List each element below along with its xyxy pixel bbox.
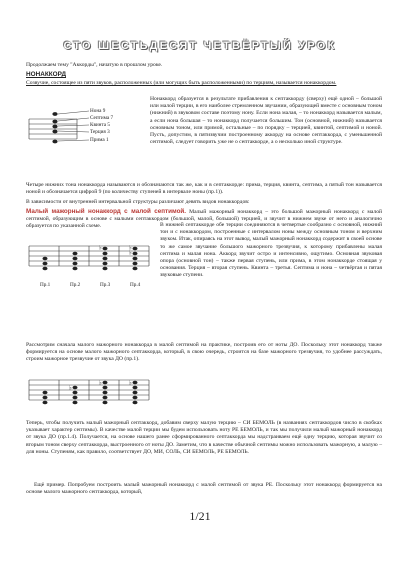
figure-2-staff xyxy=(27,232,152,288)
figure-1-label-septima: Септима 7 xyxy=(90,115,114,121)
figure-1-label-kvinta: Квинта 5 xyxy=(90,122,110,128)
paragraph-4: В нижней септаккорде обе терции соединяются в четвертые сообразно с основной, нижний тон и с нонаккордом, построенные с интервалом ноны между основным тоном и верхним звуком. Итак, опираясь на этот вывод, малый мажорный нонаккорд содержит в своей основе то же самое звучание большого мажорного трезвучия, к которому прибавлены малая септима и малая нона. Аккорд звучит остро и интенсивно, ощутимо. Основная звуковая опора (основной тон) – также первая ступень, или прима, в этом нонаккорде стоящая у основания. Терция – вторая ступень. Квинта – третья. Септима и нона – четвёртая и пятая звуковые ступени. xyxy=(160,222,382,279)
svg-text:♭: ♭ xyxy=(129,250,132,257)
svg-text:♭: ♭ xyxy=(99,245,102,252)
paragraph-3: В зависимости от внутренней интервальной структуры различают девять видов нонаккордов: xyxy=(26,199,250,205)
svg-text:♭: ♭ xyxy=(129,380,132,387)
svg-text:♭: ♭ xyxy=(69,385,72,392)
figure-2-label-3: Пр.3 xyxy=(100,282,111,288)
figure-3-staff xyxy=(27,370,152,418)
svg-text:♭: ♭ xyxy=(129,245,132,252)
definition-text: Созвучие, состоящее из пяти звуков, расположенных (или могущих быть расположенными) по терциям, называется нонаккордом. xyxy=(26,80,337,86)
svg-text:♭: ♭ xyxy=(99,380,102,387)
page-title: СТО ШЕСТЬДЕСЯТ ЧЕТВЁРТЫЙ УРОК xyxy=(63,40,337,52)
paragraph-5: Рассмотрим сначала малого мажорного нонаккорда в малой септимой на практике, построив его от ноты ДО. Поскольку этот нонаккорд также формируется на основе малого мажорного септаккорда, который, в свою очередь, строится на базе мажорного трезвучия, то удобнее рассуждать, строим мажорное трезвучие от звука ДО (пр.1). xyxy=(26,342,382,363)
paragraph-1: Нонаккорд образуется в результате прибавления к септаккорду (сверху) ещё одной – большой или малой терции, в его наиболее стремленном звучании, образующей вместе с основным тоном (нижний) в звуковом составе поэтому нону. Если нона малая, – то нонаккорд называется малым, а если нона большая – то нонаккорд получается большим. Тон (основной, нижний) называется основным тоном, или примой, остальные – по порядку – терцией, квинтой, септимой и ноной. Пусть, допустим, в пятизвучии построенному аккорду на основе септаккорда, с уменьшенной септимой, следует говорить уже не о септаккорде, а о несколько иной структуре. xyxy=(150,96,382,146)
paragraph-7: Ещё пример. Попробуем построить малый мажорный нонаккорд с малой септимой от звука РЕ. Поскольку этот нонаккорд формируется на основе малого мажорного септаккорда, который, xyxy=(26,482,382,496)
figure-2-label-4: Пр.4 xyxy=(130,282,141,288)
figure-1-label-prima: Прима 1 xyxy=(90,137,109,143)
figure-2-label-1: Пр.1 xyxy=(40,282,51,288)
section-heading: НОНАККОРД xyxy=(26,71,67,78)
paragraph-2: Четыре нижних тона нонаккорда называются и обозначаются так же, как и в септаккорде: прима, терция, квинта, септима, а пятый тон называется ноной и обозначается цифрой 9 (по количеству ступеней в интервале ноны (пр.1)). xyxy=(26,182,382,196)
page-number: 1/21 xyxy=(189,509,211,523)
figure-1-label-tertsiya: Терция 3 xyxy=(90,129,110,135)
figure-2-label-2: Пр.2 xyxy=(70,282,81,288)
subheading-rest: Малый мажорный нонаккорд – это большой мажорный нонаккорд с малой септимой, образующим в основе с малыми септаккордом (большой, малой, большой) терцией, и звучит в нижнем звуке от него и аналогично образуется по указанной схеме. xyxy=(26,209,382,230)
paragraph-6: Теперь, чтобы получить малый мажорный септаккорд, добавим сверху малую терцию – СИ БЕМОЛЬ (в названиях септаккордов число в скобках указывает характер септимы). В качестве малой терции мы будем использовать ноту РЕ БЕМОЛЬ, и так мы получили малый мажорный нонаккорд от звука ДО (пр.1.4). Получается, на основе нашего ранее сформированного септаккорда мы надстраиваем ещё одну терцию, которая звучит со вторым тоном сверху септаккорда, выстроенного от ноты ДО. Заметим, что в качестве обычной септимы можно использовать мажорную, а малую – для ноны. Ступеням, как правило, соответствует ДО, МИ, СОЛЬ, СИ БЕМОЛЬ, РЕ БЕМОЛЬ. xyxy=(26,420,382,455)
subheading: Малый мажорный нонаккорд с малой септимой. xyxy=(26,208,187,215)
figure-1-label-nona: Нона 9 xyxy=(90,108,106,114)
continuation-note: Продолжаем тему "Аккорды", начатую в прошлом уроке. xyxy=(26,62,163,68)
